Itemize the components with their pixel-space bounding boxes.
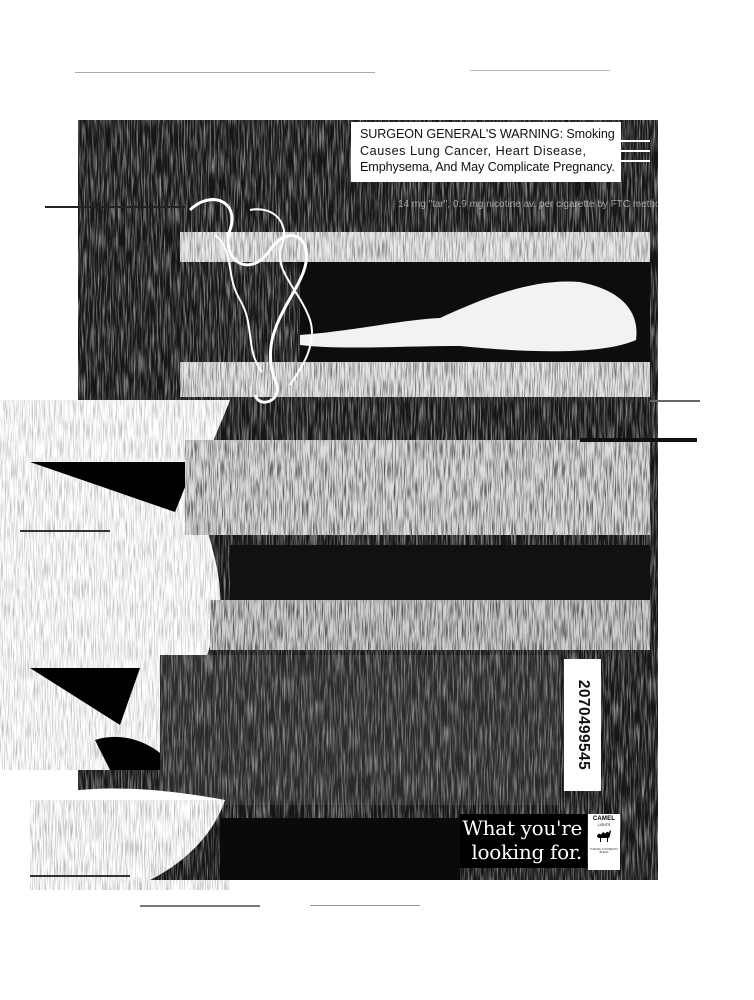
tagline-line-2: looking for. — [471, 840, 582, 864]
document-code-label — [563, 659, 601, 791]
camel-icon — [595, 827, 613, 843]
warning-line-1: SURGEON GENERAL'S WARNING: Smoking — [360, 127, 615, 141]
document-code: 2070499545 — [575, 679, 592, 771]
tagline — [460, 814, 587, 868]
warning-line-2: Causes Lung Cancer, Heart Disease, — [360, 143, 587, 158]
brand-subtitle: LIGHTS — [597, 823, 611, 827]
tagline-line-1: What you're — [462, 816, 582, 840]
brand-name: CAMEL — [592, 816, 616, 822]
brand-fine-print: TURKISH & DOMESTIC BLEND — [589, 848, 619, 854]
brand-logo — [588, 814, 620, 870]
warning-line-3: Emphysema, And May Complicate Pregnancy. — [360, 160, 615, 174]
tar-nicotine-statement: 14 mg "tar", 0.9 mg nicotine av. per cigarette by FTC method. — [398, 199, 669, 210]
surgeon-general-warning — [351, 122, 621, 182]
